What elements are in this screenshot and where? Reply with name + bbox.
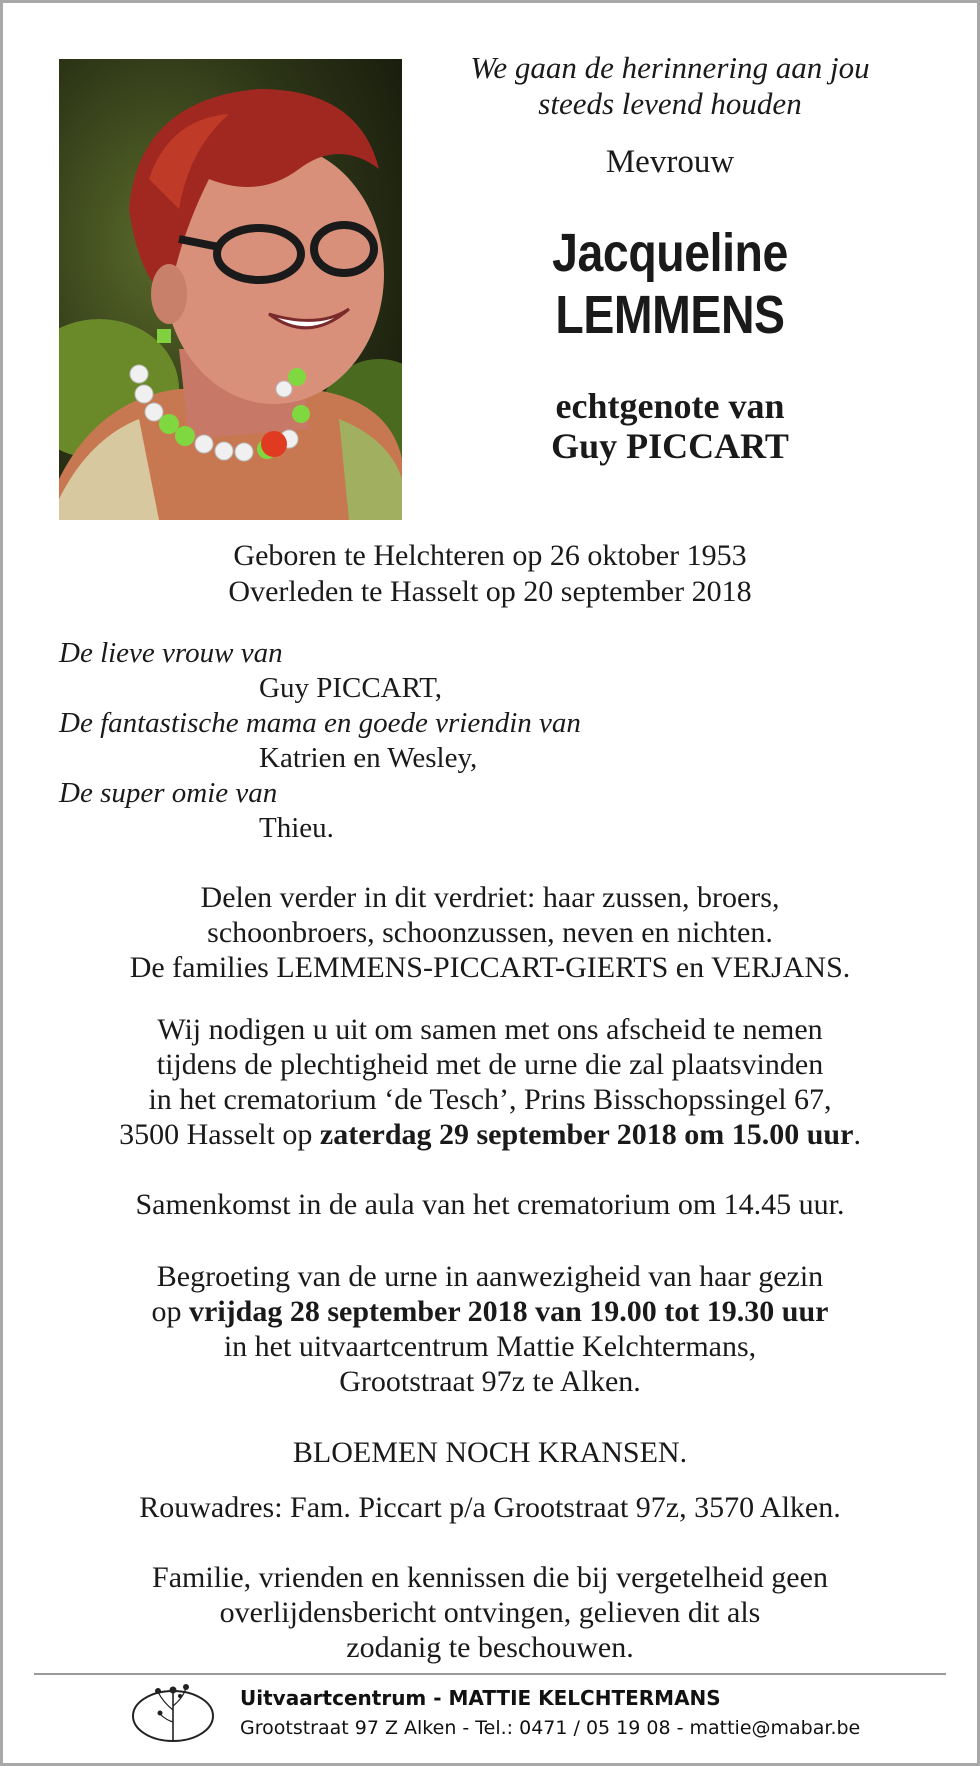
motto	[440, 50, 900, 122]
relation-label: De lieve vrouw van	[59, 637, 283, 669]
flowers-note: BLOEMEN NOCH KRANSEN.	[292, 1436, 688, 1469]
funeral-home-logo	[128, 1680, 218, 1746]
salutation: Mevrouw	[605, 144, 735, 180]
portrait-photo	[59, 59, 402, 520]
invitation-prefix: 3500 Hasselt op	[119, 1118, 320, 1151]
greeting-prefix: op	[151, 1295, 190, 1328]
spouse-block	[440, 386, 900, 466]
motto-line-1: We gaan de herinnering aan jou	[470, 50, 870, 85]
greeting-paragraph	[0, 1259, 980, 1399]
mourning-address: Rouwadres: Fam. Piccart p/a Grootstraat 97z, 3570 Alken.	[139, 1491, 841, 1524]
portrait-illustration	[59, 59, 402, 520]
invitation-paragraph	[0, 1012, 980, 1152]
relation-name: Thieu.	[259, 812, 334, 844]
invitation-suffix: .	[853, 1118, 861, 1151]
footer-divider	[34, 1673, 946, 1675]
mourners-line: schoonbroers, schoonzussen, neven en nichten.	[207, 916, 773, 949]
motto-line-2: steeds levend houden	[538, 86, 802, 121]
invitation-line: tijdens de plechtigheid met de urne die zal plaatsvinden	[156, 1048, 824, 1081]
gathering-line: Samenkomst in de aula van het crematorium om 14.45 uur.	[135, 1188, 845, 1221]
invitation-line: in het crematorium ‘de Tesch’, Prins Bisschopssingel 67,	[148, 1083, 832, 1116]
greeting-line: in het uitvaartcentrum Mattie Kelchtermans,	[223, 1330, 757, 1363]
relations-list	[59, 636, 919, 846]
closing-line: Familie, vrienden en kennissen die bij vergetelheid geen	[152, 1561, 828, 1594]
mourners-paragraph	[0, 880, 980, 985]
closing-line: zodanig te beschouwen.	[346, 1631, 634, 1664]
funeral-home-name: Uitvaartcentrum - MATTIE KELCHTERMANS	[240, 1686, 721, 1710]
relation-name: Katrien en Wesley,	[259, 742, 478, 774]
header-column	[440, 50, 900, 466]
greeting-datetime: vrijdag 28 september 2018 van 19.00 tot 19.30 uur	[189, 1295, 829, 1328]
ceremony-datetime: zaterdag 29 september 2018 om 15.00 uur	[319, 1118, 854, 1151]
life-dates	[0, 538, 980, 610]
deceased-last-name: LEMMENS	[555, 285, 785, 345]
relation-label: De super omie van	[59, 777, 278, 809]
closing-line: overlijdensbericht ontvingen, gelieven dit als	[219, 1596, 761, 1629]
relation-name: Guy PICCART,	[259, 672, 443, 704]
greeting-line: Begroeting van de urne in aanwezigheid van haar gezin	[156, 1260, 824, 1293]
spouse-name: Guy PICCART	[551, 426, 789, 466]
spouse-label: echtgenote van	[555, 386, 785, 426]
birth-line: Geboren te Helchteren op 26 oktober 1953	[233, 539, 747, 572]
relation-label: De fantastische mama en goede vriendin van	[59, 707, 581, 739]
greeting-datetime-line	[0, 1294, 980, 1329]
death-line: Overleden te Hasselt op 20 september 2018	[228, 575, 752, 608]
mourners-line: De families LEMMENS-PICCART-GIERTS en VERJANS.	[129, 951, 851, 984]
funeral-home-contact: Grootstraat 97 Z Alken - Tel.: 0471 / 05 19 08 - mattie@mabar.be	[240, 1717, 861, 1739]
invitation-datetime-line	[0, 1117, 980, 1152]
deceased-first-name: Jacqueline	[552, 223, 788, 283]
flower-logo-icon	[128, 1680, 218, 1746]
invitation-line: Wij nodigen u uit om samen met ons afscheid te nemen	[157, 1013, 823, 1046]
greeting-line: Grootstraat 97z te Alken.	[339, 1365, 641, 1398]
funeral-home-info	[240, 1683, 860, 1743]
mourners-line: Delen verder in dit verdriet: haar zussen, broers,	[200, 881, 780, 914]
closing-paragraph	[0, 1560, 980, 1665]
